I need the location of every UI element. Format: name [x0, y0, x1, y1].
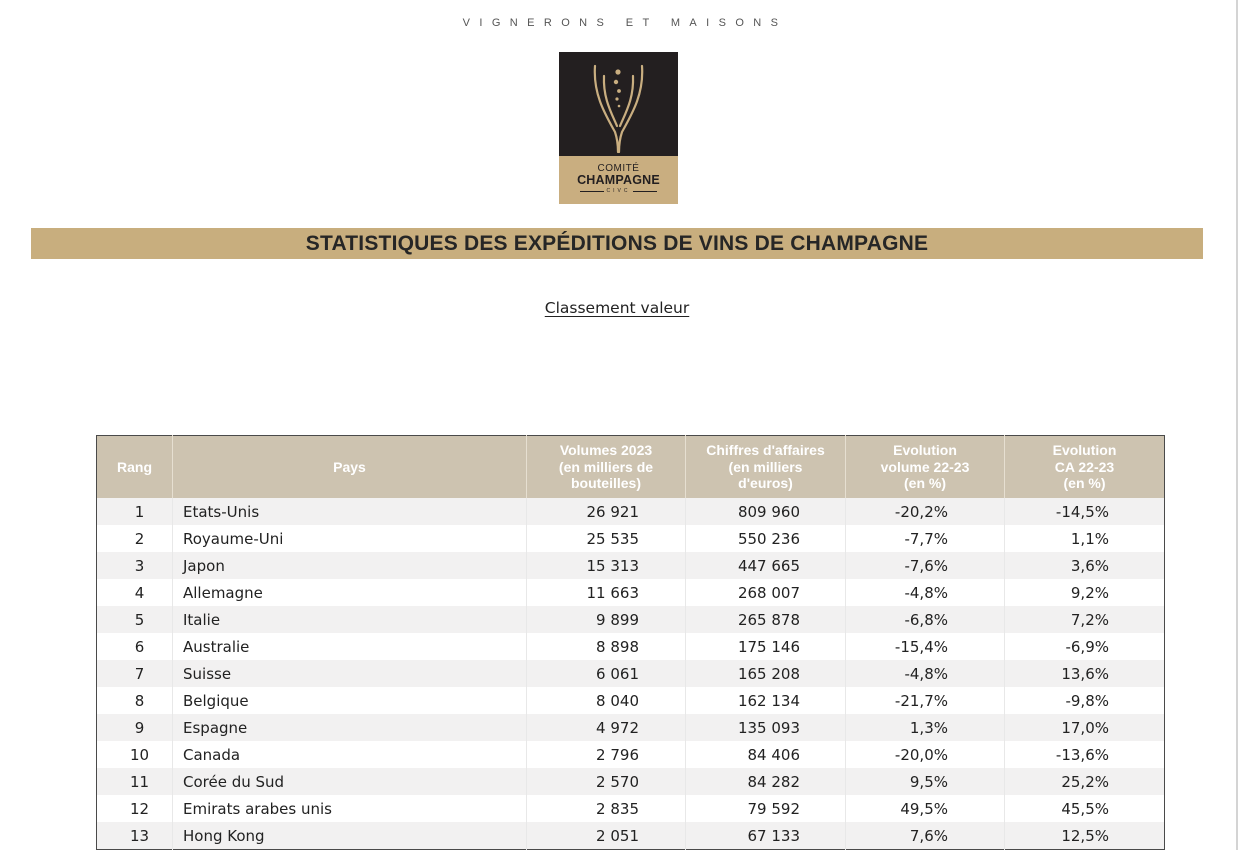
cell-rang: 11 [97, 768, 173, 795]
col-header-chiffre-affaires: Chiffres d'affaires (en milliers d'euros) [686, 436, 846, 499]
cell-evolution-ca: 9,2% [1005, 579, 1165, 606]
cell-pays: Etats-Unis [173, 498, 527, 525]
cell-evolution-ca: 3,6% [1005, 552, 1165, 579]
table-row [97, 660, 1165, 687]
cell-evolution-volume: 1,3% [846, 714, 1005, 741]
table-header-row [97, 436, 1165, 499]
cell-pays: Hong Kong [173, 822, 527, 850]
cell-evolution-volume: -7,7% [846, 525, 1005, 552]
cell-pays: Royaume-Uni [173, 525, 527, 552]
table-row [97, 822, 1165, 850]
cell-evolution-volume: -4,8% [846, 579, 1005, 606]
cell-evolution-ca: -14,5% [1005, 498, 1165, 525]
cell-evolution-volume: 49,5% [846, 795, 1005, 822]
cell-evolution-ca: 13,6% [1005, 660, 1165, 687]
cell-chiffre-affaires: 268 007 [686, 579, 846, 606]
cell-volume: 2 051 [527, 822, 686, 850]
table-row [97, 714, 1165, 741]
cell-volume: 25 535 [527, 525, 686, 552]
cell-pays: Belgique [173, 687, 527, 714]
cell-evolution-ca: 45,5% [1005, 795, 1165, 822]
cell-rang: 2 [97, 525, 173, 552]
cell-rang: 5 [97, 606, 173, 633]
table-row [97, 633, 1165, 660]
cell-evolution-volume: -15,4% [846, 633, 1005, 660]
table-row [97, 741, 1165, 768]
cell-volume: 8 040 [527, 687, 686, 714]
cell-evolution-volume: -21,7% [846, 687, 1005, 714]
cell-evolution-volume: -20,2% [846, 498, 1005, 525]
cell-rang: 4 [97, 579, 173, 606]
cell-volume: 2 796 [527, 741, 686, 768]
cell-pays: Emirats arabes unis [173, 795, 527, 822]
page-title-banner: STATISTIQUES DES EXPÉDITIONS DE VINS DE CHAMPAGNE [31, 228, 1203, 259]
cell-chiffre-affaires: 265 878 [686, 606, 846, 633]
cell-chiffre-affaires: 84 282 [686, 768, 846, 795]
cell-pays: Suisse [173, 660, 527, 687]
cell-chiffre-affaires: 809 960 [686, 498, 846, 525]
cell-evolution-ca: 1,1% [1005, 525, 1165, 552]
cell-rang: 13 [97, 822, 173, 850]
shipments-table [96, 435, 1165, 850]
cell-rang: 1 [97, 498, 173, 525]
logo-plate [559, 156, 678, 204]
cell-pays: Australie [173, 633, 527, 660]
cell-evolution-ca: 7,2% [1005, 606, 1165, 633]
col-header-volumes: Volumes 2023 (en milliers de bouteilles) [527, 436, 686, 499]
cell-rang: 12 [97, 795, 173, 822]
cell-rang: 10 [97, 741, 173, 768]
cell-pays: Canada [173, 741, 527, 768]
table-row [97, 606, 1165, 633]
cell-pays: Allemagne [173, 579, 527, 606]
cell-volume: 8 898 [527, 633, 686, 660]
cell-chiffre-affaires: 175 146 [686, 633, 846, 660]
logo-line-champagne: CHAMPAGNE [577, 173, 660, 187]
cell-pays: Corée du Sud [173, 768, 527, 795]
col-header-evolution-ca: Evolution CA 22-23 (en %) [1005, 436, 1165, 499]
cell-evolution-ca: 17,0% [1005, 714, 1165, 741]
cell-rang: 3 [97, 552, 173, 579]
cell-chiffre-affaires: 165 208 [686, 660, 846, 687]
cell-volume: 2 835 [527, 795, 686, 822]
cell-chiffre-affaires: 67 133 [686, 822, 846, 850]
cell-chiffre-affaires: 550 236 [686, 525, 846, 552]
table-row [97, 795, 1165, 822]
col-header-pays: Pays [173, 436, 527, 499]
cell-volume: 26 921 [527, 498, 686, 525]
cell-volume: 2 570 [527, 768, 686, 795]
cell-evolution-volume: 9,5% [846, 768, 1005, 795]
logo-line-comite: COMITÉ [597, 163, 640, 174]
table-row [97, 687, 1165, 714]
table-body [97, 498, 1165, 850]
cell-evolution-ca: 12,5% [1005, 822, 1165, 850]
cell-evolution-volume: -6,8% [846, 606, 1005, 633]
cell-pays: Italie [173, 606, 527, 633]
subtitle-classement: Classement valeur [544, 299, 690, 317]
cell-volume: 4 972 [527, 714, 686, 741]
tagline: VIGNERONS ET MAISONS [462, 17, 788, 29]
table-row [97, 498, 1165, 525]
col-header-rang: Rang [97, 436, 173, 499]
cell-rang: 6 [97, 633, 173, 660]
col-header-evolution-volume: Evolution volume 22-23 (en %) [846, 436, 1005, 499]
cell-rang: 9 [97, 714, 173, 741]
cell-chiffre-affaires: 79 592 [686, 795, 846, 822]
cell-evolution-ca: -9,8% [1005, 687, 1165, 714]
cell-volume: 6 061 [527, 660, 686, 687]
page-edge-rule [1236, 0, 1238, 850]
logo-line-civc: CIVC [559, 187, 678, 195]
cell-evolution-volume: 7,6% [846, 822, 1005, 850]
cell-rang: 7 [97, 660, 173, 687]
champagne-glass-icon [585, 60, 652, 154]
cell-chiffre-affaires: 447 665 [686, 552, 846, 579]
comite-champagne-logo [559, 52, 678, 204]
cell-evolution-volume: -20,0% [846, 741, 1005, 768]
cell-pays: Japon [173, 552, 527, 579]
cell-chiffre-affaires: 84 406 [686, 741, 846, 768]
cell-chiffre-affaires: 162 134 [686, 687, 846, 714]
cell-evolution-volume: -7,6% [846, 552, 1005, 579]
cell-evolution-ca: -6,9% [1005, 633, 1165, 660]
cell-evolution-ca: 25,2% [1005, 768, 1165, 795]
table-row [97, 768, 1165, 795]
cell-pays: Espagne [173, 714, 527, 741]
cell-evolution-ca: -13,6% [1005, 741, 1165, 768]
table-row [97, 579, 1165, 606]
table-row [97, 552, 1165, 579]
table-row [97, 525, 1165, 552]
cell-chiffre-affaires: 135 093 [686, 714, 846, 741]
cell-rang: 8 [97, 687, 173, 714]
cell-volume: 9 899 [527, 606, 686, 633]
cell-volume: 11 663 [527, 579, 686, 606]
cell-evolution-volume: -4,8% [846, 660, 1005, 687]
cell-volume: 15 313 [527, 552, 686, 579]
